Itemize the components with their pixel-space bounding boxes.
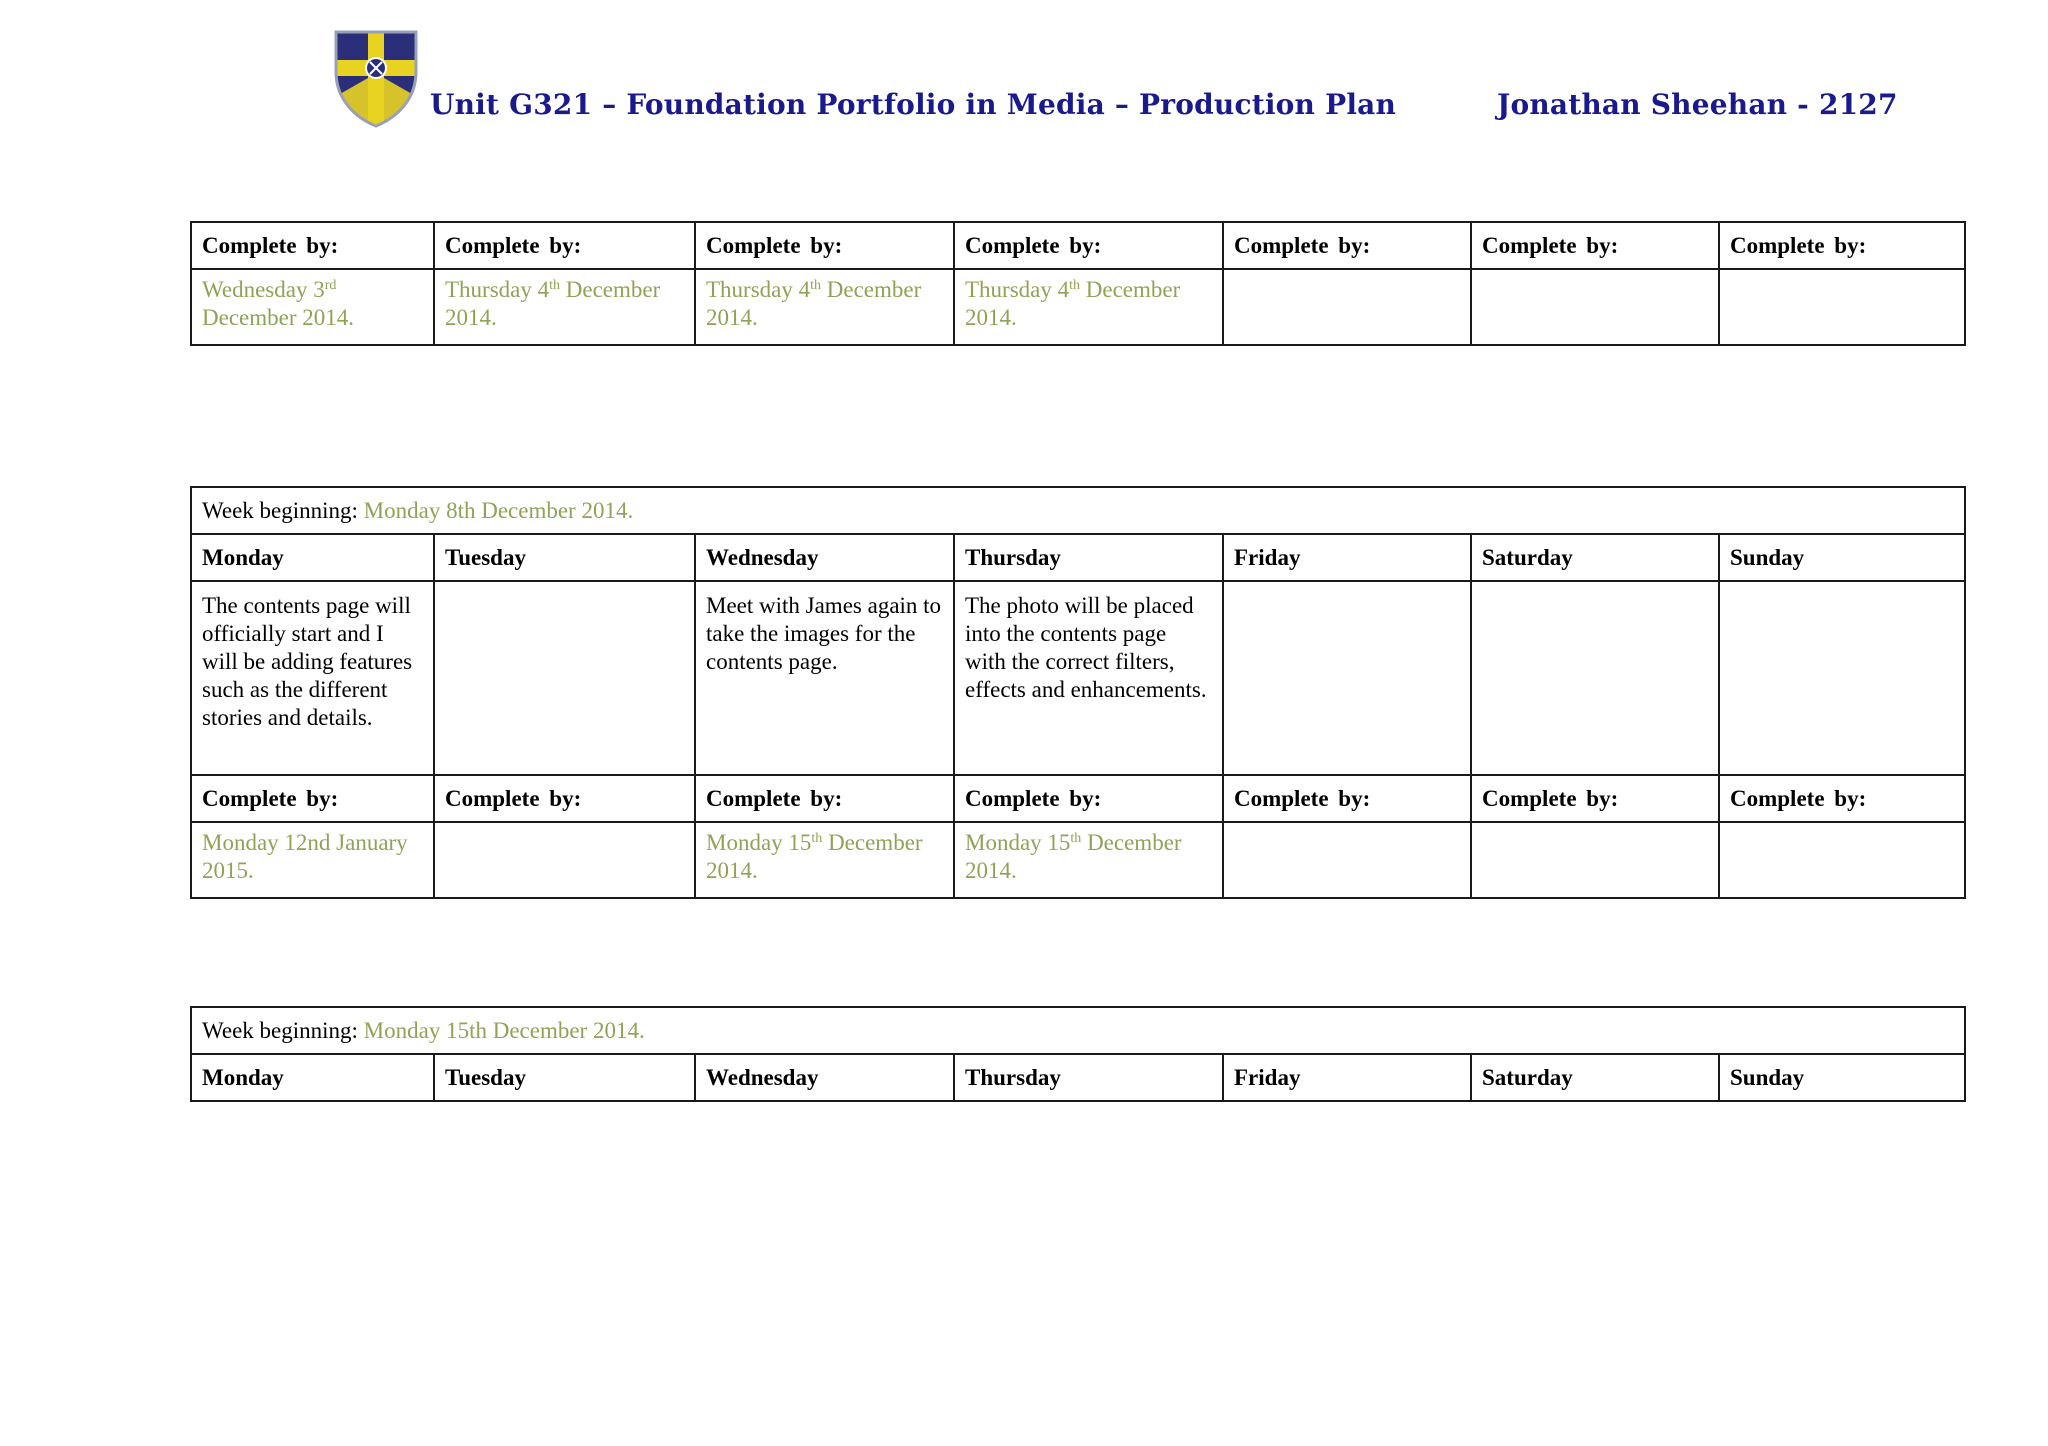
plan-table-2	[190, 486, 1966, 899]
complete-by-label: Complete by:	[1223, 222, 1471, 269]
week-beginning-cell	[191, 1007, 1965, 1054]
deadline-cell	[1223, 269, 1471, 345]
task-cell-friday	[1223, 581, 1471, 775]
deadline-row	[191, 822, 1965, 898]
day-header-wednesday: Wednesday	[695, 1054, 954, 1101]
complete-by-label: Complete by:	[434, 775, 695, 822]
task-cell-sunday	[1719, 581, 1965, 775]
task-cell-tuesday	[434, 581, 695, 775]
week-row	[191, 1007, 1965, 1054]
day-header-row	[191, 1054, 1965, 1101]
plan-table-3	[190, 1006, 1966, 1102]
task-cell-wednesday: Meet with James again to take the images for the contents page.	[695, 581, 954, 775]
day-header-tuesday: Tuesday	[434, 1054, 695, 1101]
week-beginning-date: Monday 8th December 2014.	[363, 498, 634, 523]
task-row	[191, 581, 1965, 775]
deadline-cell	[1223, 822, 1471, 898]
deadline-cell	[1471, 822, 1719, 898]
complete-by-row	[191, 775, 1965, 822]
day-header-monday: Monday	[191, 534, 434, 581]
complete-by-label: Complete by:	[1223, 775, 1471, 822]
complete-by-label: Complete by:	[1719, 222, 1965, 269]
task-cell-monday: The contents page will officially start and I will be adding features such as the different stories and details.	[191, 581, 434, 775]
deadline-cell	[1719, 269, 1965, 345]
deadline-cell: Thursday 4th December 2014.	[434, 269, 695, 345]
complete-by-label: Complete by:	[191, 775, 434, 822]
day-header-tuesday: Tuesday	[434, 534, 695, 581]
deadline-row	[191, 269, 1965, 345]
deadline-cell	[1719, 822, 1965, 898]
day-header-thursday: Thursday	[954, 534, 1223, 581]
day-header-row	[191, 534, 1965, 581]
deadline-cell: Thursday 4th December 2014.	[695, 269, 954, 345]
complete-by-label: Complete by:	[695, 775, 954, 822]
deadline-cell: Monday 15th December 2014.	[695, 822, 954, 898]
deadline-cell: Monday 15th December 2014.	[954, 822, 1223, 898]
week-beginning-cell	[191, 487, 1965, 534]
week-beginning-label: Week beginning:	[202, 1018, 358, 1043]
day-header-thursday: Thursday	[954, 1054, 1223, 1101]
complete-by-label: Complete by:	[1471, 775, 1719, 822]
deadline-cell: Monday 12nd January 2015.	[191, 822, 434, 898]
day-header-friday: Friday	[1223, 534, 1471, 581]
week-beginning-date: Monday 15th December 2014.	[363, 1018, 645, 1043]
task-cell-thursday: The photo will be placed into the contents page with the correct filters, effects and enhancements.	[954, 581, 1223, 775]
complete-by-label: Complete by:	[1471, 222, 1719, 269]
deadline-cell	[1471, 269, 1719, 345]
complete-by-row	[191, 222, 1965, 269]
complete-by-label: Complete by:	[1719, 775, 1965, 822]
school-crest-icon	[328, 22, 424, 128]
day-header-saturday: Saturday	[1471, 1054, 1719, 1101]
day-header-friday: Friday	[1223, 1054, 1471, 1101]
complete-by-label: Complete by:	[954, 775, 1223, 822]
deadline-cell: Wednesday 3rd December 2014.	[191, 269, 434, 345]
complete-by-label: Complete by:	[191, 222, 434, 269]
week-row	[191, 487, 1965, 534]
complete-by-label: Complete by:	[434, 222, 695, 269]
author-name: Jonathan Sheehan - 2127	[1497, 88, 1898, 121]
complete-by-label: Complete by:	[695, 222, 954, 269]
day-header-sunday: Sunday	[1719, 1054, 1965, 1101]
day-header-saturday: Saturday	[1471, 534, 1719, 581]
week-beginning-label: Week beginning:	[202, 498, 358, 523]
day-header-sunday: Sunday	[1719, 534, 1965, 581]
day-header-wednesday: Wednesday	[695, 534, 954, 581]
plan-table-1	[190, 221, 1966, 346]
deadline-cell: Thursday 4th December 2014.	[954, 269, 1223, 345]
page-title: Unit G321 – Foundation Portfolio in Media – Production Plan	[430, 88, 1397, 121]
complete-by-label: Complete by:	[954, 222, 1223, 269]
task-cell-saturday	[1471, 581, 1719, 775]
day-header-monday: Monday	[191, 1054, 434, 1101]
deadline-cell	[434, 822, 695, 898]
